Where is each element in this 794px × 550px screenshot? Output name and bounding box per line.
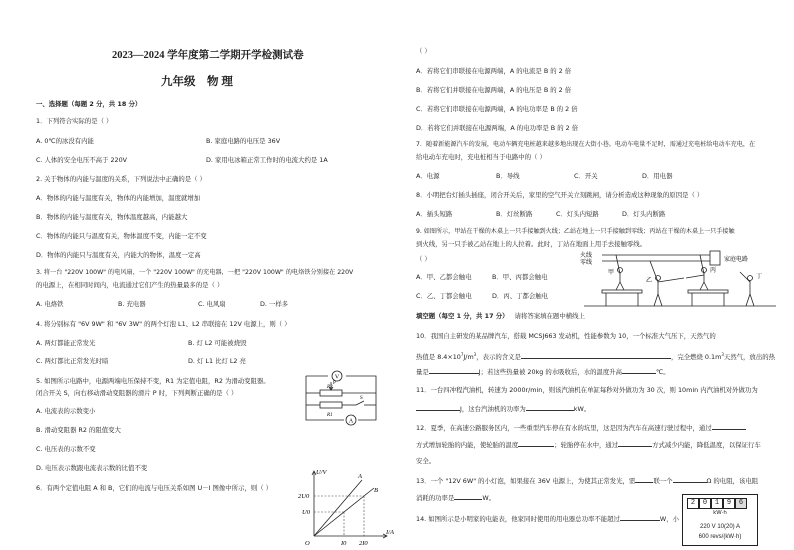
q5-option-a: A. 电流表的示数变小: [36, 407, 96, 415]
x-axis-label: I/A: [386, 529, 394, 536]
q8-option-d: D．灯头内断路: [622, 210, 666, 218]
q6-option-c: C．若将它们串联接在电源两端，A 的电功率是 B 的 2 倍: [416, 105, 578, 113]
exam-subtitle: 九年级 物 理: [161, 76, 233, 88]
section-fill-heading: [416, 312, 585, 320]
q12-line3: 安全。: [416, 457, 436, 465]
q12-blank-2[interactable]: [518, 440, 554, 447]
q5-stem-line1: 5. 如图所示电路中，电源两端电压保持不变，R1 为定值电阻，R2 为滑动变阻器。: [36, 377, 270, 385]
meter-digits: [687, 498, 747, 509]
q2-option-b: B．物体的内能与温度有关，物体温度越高，内能越大: [36, 213, 188, 221]
y-tick-u0: U0: [302, 509, 310, 516]
q11-line2: [416, 404, 590, 413]
q14-line1: [416, 514, 679, 523]
q9-option-c: C．乙、丁都会触电: [416, 292, 472, 300]
q4-option-b: B. 灯 L2 可能被烧毁: [188, 339, 247, 347]
voltmeter-label: V: [334, 374, 340, 381]
q9-answer-paren: （ ）: [416, 255, 431, 263]
q9-option-d: D．丙、丁都会触电: [492, 292, 549, 300]
q8-option-b: B．灯丝断路: [496, 210, 533, 218]
live-wire-label: 火线: [580, 253, 593, 259]
meter-digit: 9: [723, 498, 735, 509]
meter-digit: 2: [687, 498, 699, 509]
meter-digit: 0: [699, 498, 711, 509]
q10-line3: [416, 367, 670, 376]
q3-option-b: B. 充电器: [118, 300, 146, 308]
q13-watt-unit: W。: [482, 494, 496, 502]
q10-blank-1[interactable]: [521, 352, 671, 359]
meter-digit-decimal: 6: [735, 498, 747, 509]
q10-heat-prefix: 量是: [416, 368, 429, 376]
q5-option-b: B. 滑动变阻器 R2 的阻值变大: [36, 426, 121, 434]
household-circuit-label: 家庭电路: [724, 257, 749, 263]
meter-spec-revs: 600 revs/(kW·h): [698, 534, 742, 540]
q7-stem-line2: 给电动车充电时，充电桩相当于电路中的（ ）: [416, 153, 546, 161]
line-a-label: A: [358, 473, 362, 480]
person-bing-label: 丙: [710, 268, 717, 274]
q10-degree-unit: ℃。: [656, 368, 670, 376]
q1-option-a: A. 0℃的冰没有内能: [36, 137, 94, 145]
y-tick-2u0: 2U0: [298, 493, 310, 500]
q7-option-c: C．开关: [574, 172, 598, 180]
q5-option-c: C. 电压表的示数不变: [36, 445, 96, 453]
q13-text-3: Ω 的电阻，该电阻: [706, 477, 759, 485]
q10-volume-text: ，完全燃烧 0.1m: [670, 353, 722, 362]
q5-stem-line2: 闭合开关 S，向右移动滑动变阻器的滑片 P 时，下列判断正确的是（ ）: [36, 389, 238, 397]
q12-line2: [416, 440, 761, 449]
q9-wiring-figure: [580, 248, 780, 312]
q9-option-b: B．甲、丙都会触电: [492, 273, 548, 281]
q10-blank-3[interactable]: [622, 367, 656, 374]
q11-power-text: J，这台汽油机的功率为: [460, 405, 526, 413]
r2-resistor: [320, 390, 342, 396]
q6-ui-graph: [290, 466, 400, 548]
slider-label: P: [333, 381, 336, 386]
q2-option-a: A．物体的内能与温度有关，物体的内能增加，温度就增加: [36, 194, 201, 202]
switch-label: S: [360, 396, 363, 401]
q8-stem: 8．小明把台灯插头插座，闭合开关后，家里的空气开关立刻跳闸，请分析造成这种现象的原因是（ ）: [416, 191, 704, 199]
q10-line1: 10．我国自主研发的某品牌汽车，搭载 MCSJ663 发动机，性能参数为 10，一个标准大气压下，天然气的: [416, 332, 716, 340]
q14-text-1: 14. 如图所示是小明家的电能表，他家同时使用的用电器总功率不能超过: [416, 515, 620, 523]
q10-unit: J/m: [463, 353, 474, 362]
q14-text-2: W，小: [659, 515, 680, 523]
q8-option-c: C．灯头内短路: [556, 210, 599, 218]
exam-title: 2023—2024 学年度第二学期开学检测试卷: [112, 50, 304, 61]
q4-option-c: C. 两灯都比正常发光时暗: [36, 357, 109, 365]
q9-stem-line1: 9. 如图所示，甲站在干燥的木桌上一只手接触到火线；乙站在地上一只手接触到零线；丙站在干燥的木桌上一只手接触: [416, 228, 735, 235]
q13-text-1: 13．一个 "12V 6W" 的小灯泡，如果接在 36V 电源上，为使其正常发光，需: [416, 477, 636, 485]
q5-circuit-diagram: [300, 364, 382, 430]
q3-stem-line1: 3. 将一台 "220V 100W" 的电风扇，一个 "220V 100W" 的充电器，一把 "220V 100W" 的电烙铁分别接在 220V: [36, 269, 354, 276]
q7-stem-line1: 7．随着新能源汽车的发展，电动车辆充电桩越来越多地出现在大街小巷。电动车电量不足时，需通过充电桩给电动车充电，在: [416, 141, 756, 148]
q7-option-b: B．导线: [496, 172, 520, 180]
q2-option-d: D．物体的内能只与温度有关，内能大的物体，温度一定高: [36, 251, 201, 259]
q6-option-a: A．若将它们串联接在电源两端，A 的电流是 B 的 2 倍: [416, 67, 572, 75]
q6-answer-paren: （ ）: [416, 47, 431, 55]
q4-option-a: A. 两灯都能正常发光: [36, 339, 96, 347]
q7-option-d: D．用电器: [642, 172, 673, 180]
meter-spec-rating: 220 V 10(20) A: [699, 524, 741, 530]
q5-option-d: D. 电压表示数跟电流表示数的比值不变: [36, 464, 148, 472]
q13-line1: [416, 476, 758, 485]
r2-label: R2: [327, 385, 333, 390]
q3-stem-line2: 的电源上，在相同时间内，电流通过它们产生的热量最多的是（ ）: [36, 281, 224, 289]
q13-blank-2[interactable]: [673, 476, 707, 483]
r1-label: R1: [327, 413, 333, 418]
q4-option-d: D. 灯 L1 比灯 L2 亮: [188, 357, 246, 365]
q1-option-c: C. 人体的安全电压不高于 220V: [36, 156, 128, 164]
q3-option-d: D. 一样多: [260, 300, 289, 308]
person-ding-label: 丁: [756, 274, 763, 280]
q11-line1: 11．一台四冲程汽油机，转速为 2000r/min，则该汽油机在单缸每秒对外做功为 30 次，则 10min 内汽油机对外做功为: [416, 386, 758, 394]
line-b-label: B: [374, 487, 378, 494]
section-fill-title: 填空题（每空 1 分，共 17 分）: [416, 312, 509, 320]
q11-kw-unit: kW。: [573, 405, 591, 413]
meter-unit: kW·h: [713, 510, 727, 516]
q10-blank-2[interactable]: [429, 367, 479, 374]
line-a: [314, 480, 362, 536]
q4-stem: 4. 将分别标有 "6V 9W" 和 "6V 3W" 的两个灯泡 L1、L2 串联接在 12V 电源上，则（ ）: [36, 320, 291, 328]
section-choice-heading: 一、选择题（每题 2 分，共 18 分）: [36, 100, 142, 108]
q13-blank-3[interactable]: [454, 493, 482, 500]
q12-text-4: 方式减少内能，降低温度，以保证行车: [652, 441, 761, 449]
q13-text-2: 联一个: [653, 477, 673, 485]
q13-blank-1[interactable]: [635, 476, 653, 483]
q14-blank-1[interactable]: [620, 514, 660, 521]
neutral-wire-label: 零线: [580, 260, 593, 266]
q6-option-b: B．若将它们并联接在电源两端，A 的电压是 B 的 2 倍: [416, 86, 572, 94]
q10-line2: 热值是 $8.4\times 10^7J/m^3$，表示的含义是 ，完全燃烧 $0.1m^3$天然气，放出的热: [416, 352, 775, 362]
q9-stem-line2: 到火线，另一只手被乙站在地上的人拉着。此时，丁站在地面上用手去接触零线。: [416, 240, 647, 248]
q1-stem: 1．下列符合实际的是（ ）: [36, 117, 113, 125]
ammeter-label: A: [348, 418, 354, 425]
q2-option-c: C．物体的内能只与温度有关，物体温度不变，内能一定不变: [36, 232, 207, 240]
q13-text-4: 消耗的功率是: [416, 494, 455, 502]
q7-option-a: A．电源: [416, 172, 440, 180]
q10-meaning-text: ，表示的含义是: [476, 353, 521, 362]
q12-text-1: 12．夏季，在高速公路服务区内，一些重型汽车停在有水的坑里，这是因为汽车在高速行驶过程中，通过: [416, 424, 712, 432]
q3-option-a: A. 电烙铁: [36, 300, 64, 308]
q1-option-b: B. 家庭电路的电压是 36V: [206, 137, 281, 145]
q10-gas-text: 天然气，放出的热: [723, 353, 775, 362]
origin-label: O: [305, 540, 310, 547]
q12-blank-3[interactable]: [618, 440, 652, 447]
q12-text-2: 方式增加轮胎的内能，使轮胎的温度: [416, 441, 519, 449]
r1-resistor: [320, 402, 342, 408]
meter-digit: 1: [711, 498, 723, 509]
q11-blank-2[interactable]: [526, 404, 574, 411]
q3-option-c: C. 电风扇: [198, 300, 226, 308]
q12-text-3: ；轮胎停在水中，通过: [554, 441, 619, 449]
q2-stem: 2. 关于物体的内能与温度的关系，下列说法中正确的是（ ）: [36, 175, 206, 183]
electricity-meter: [682, 494, 758, 546]
x-tick-i0: I0: [341, 540, 347, 547]
person-yi-label: 乙: [646, 278, 653, 284]
q13-line2: [416, 493, 495, 502]
q11-blank-1[interactable]: [416, 404, 460, 411]
q12-line1: [416, 423, 746, 432]
q6-stem: 6．有两个定值电阻 A 和 B，它们的电流与电压关系如图 U－I 图像中所示，则（ ）: [36, 484, 273, 492]
q8-option-a: A．插头短路: [416, 210, 453, 218]
q10-heat-value: 热值是 8.4×10: [416, 353, 461, 362]
x-tick-2i0: 2I0: [359, 540, 368, 547]
q10-water-text: J；若这些热量被 20kg 的水吸收后，水的温度升高: [478, 368, 623, 376]
y-axis-label: U/V: [316, 469, 327, 476]
person-jia-label: 甲: [608, 270, 615, 276]
q9-option-a: A．甲、乙都会触电: [416, 273, 472, 281]
q6-option-d: D．若将它们并联接在电源两端，A 的电功率是 B 的 2 倍: [416, 124, 579, 132]
q1-option-d: D. 家用电冰箱正常工作时的电流大约是 1A: [206, 156, 328, 164]
section-fill-note: 请将答案填在题中横线上: [514, 312, 585, 320]
q12-blank-1[interactable]: [712, 423, 746, 430]
